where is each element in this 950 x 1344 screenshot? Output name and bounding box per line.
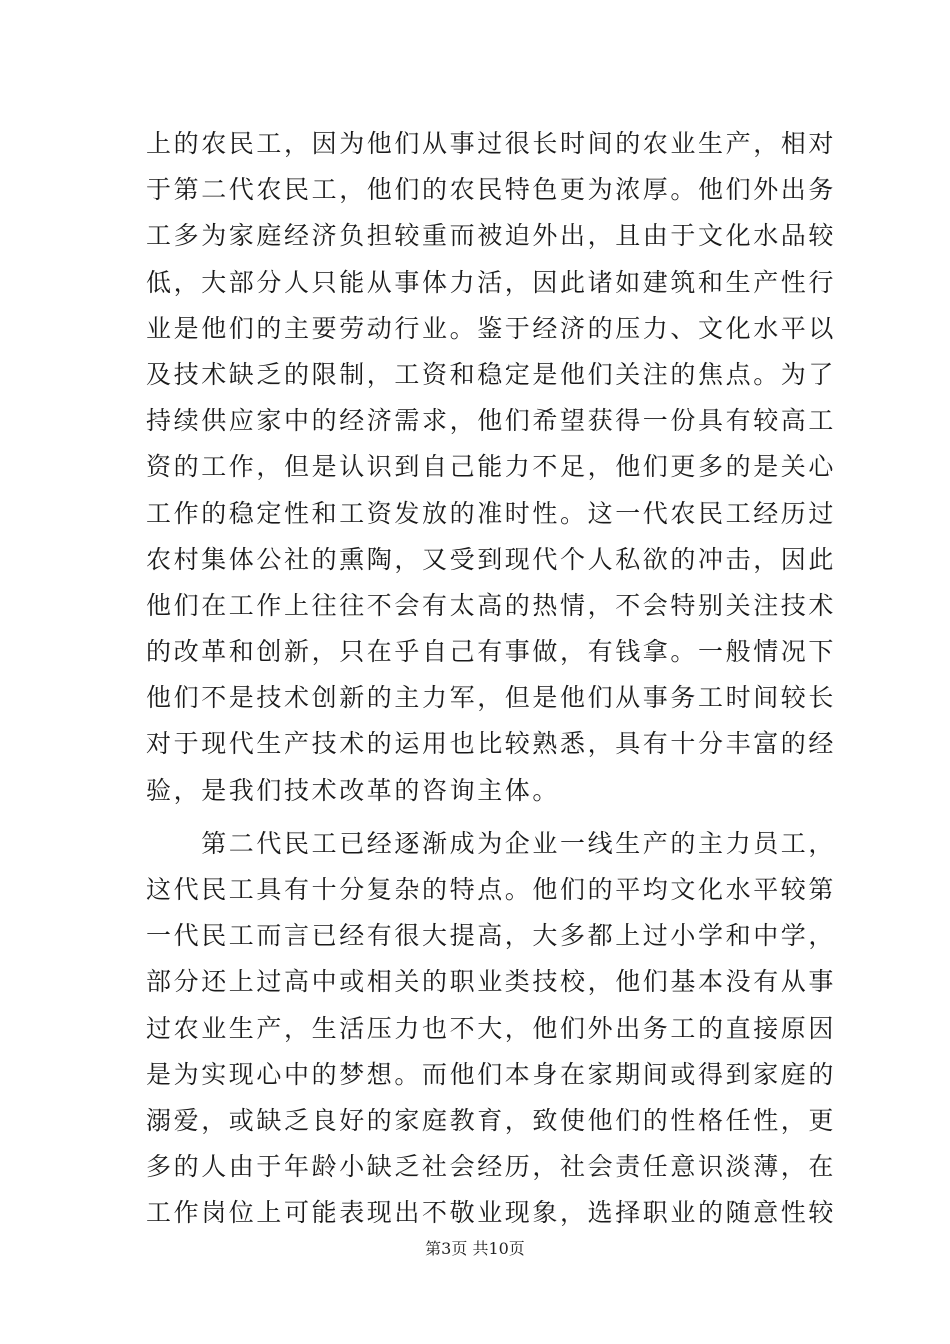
paragraph-1-line-5: 业是他们的主要劳动行业。鉴于经济的压力、文化水平以 [146, 313, 837, 343]
paragraph-1-line-9: 工作的稳定性和工资发放的准时性。这一代农民工经历过 [146, 498, 837, 528]
paragraph-2-line-3: 一代民工而言已经有很大提高，大多都上过小学和中学， [146, 921, 837, 951]
paragraph-2-line-2: 这代民工具有十分复杂的特点。他们的平均文化水平较第 [146, 875, 837, 904]
paragraph-1-line-8: 资的工作，但是认识到自己能力不足，他们更多的是关心 [146, 452, 837, 482]
paragraph-1-line-2: 于第二代农民工，他们的农民特色更为浓厚。他们外出务 [146, 175, 837, 205]
paragraph-1-line-12: 的改革和创新，只在乎自己有事做，有钱拿。一般情况下 [146, 637, 837, 667]
paragraph-2-line-8: 多的人由于年龄小缺乏社会经历，社会责任意识淡薄，在 [146, 1152, 837, 1182]
page-footer: 第3页 共10页 [425, 1239, 525, 1258]
paragraph-1-line-6: 及技术缺乏的限制，工资和稳定是他们关注的焦点。为了 [146, 359, 837, 389]
paragraph-1-line-1: 上的农民工，因为他们从事过很长时间的农业生产，相对 [146, 129, 837, 158]
paragraph-1-line-3: 工多为家庭经济负担较重而被迫外出，且由于文化水品较 [146, 221, 837, 251]
paragraph-2-line-5: 过农业生产，生活压力也不大，他们外出务工的直接原因 [146, 1013, 837, 1043]
paragraph-1-line-7: 持续供应家中的经济需求，他们希望获得一份具有较高工 [146, 406, 837, 436]
paragraph-2-line-7: 溺爱，或缺乏良好的家庭教育，致使他们的性格任性，更 [146, 1105, 837, 1135]
body-text [146, 121, 837, 1237]
paragraph-1-line-13: 他们不是技术创新的主力军，但是他们从事务工时间较长 [146, 683, 837, 713]
paragraph-1-line-10: 农村集体公社的熏陶，又受到现代个人私欲的冲击，因此 [146, 544, 837, 574]
paragraph-2-line-1: 第二代民工已经逐渐成为企业一线生产的主力员工， [146, 828, 837, 858]
paragraph-1-line-14: 对于现代生产技术的运用也比较熟悉，具有十分丰富的经 [146, 729, 837, 759]
paragraph-1-line-11: 他们在工作上往往不会有太高的热情，不会特别关注技术 [146, 590, 837, 620]
paragraph-2-line-4: 部分还上过高中或相关的职业类技校，他们基本没有从事 [146, 967, 837, 997]
paragraph-2-line-6: 是为实现心中的梦想。而他们本身在家期间或得到家庭的 [146, 1059, 837, 1089]
paragraph-1-line-4: 低，大部分人只能从事体力活，因此诸如建筑和生产性行 [146, 267, 837, 297]
paragraph-1-line-15: 验，是我们技术改革的咨询主体。 [146, 775, 561, 805]
paragraph-2-line-9: 工作岗位上可能表现出不敬业现象，选择职业的随意性较 [146, 1198, 837, 1228]
